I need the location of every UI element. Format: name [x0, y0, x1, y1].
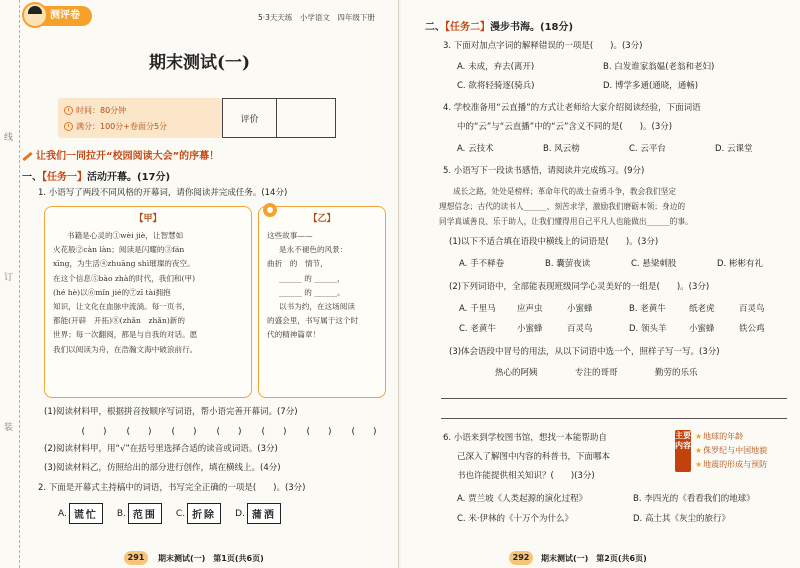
intro-line: 让我们一同拉开“校园阅读大会”的序幕！ — [22, 147, 219, 162]
option-word: 谎忙 — [69, 503, 103, 524]
option-word: 铁公鸡 — [739, 324, 765, 334]
page-footer — [401, 548, 800, 568]
option-a[interactable]: A. 谎忙 — [58, 503, 103, 524]
option-b[interactable]: B. 李四光的《看看我们的地球》 — [633, 494, 755, 504]
option-word: 小蜜蜂 — [517, 324, 543, 334]
star-icon: ★ — [695, 460, 703, 469]
option-word: 范围 — [128, 503, 162, 524]
answer-blank[interactable]: ( ) — [261, 427, 287, 437]
question-3: 3. 下面对加点字词的解释错误的一项是( )。(3分) — [443, 41, 643, 51]
margin-mark: 装 — [4, 423, 14, 433]
footer-text: 期末测试(一) 第1页(共6页) — [158, 554, 264, 563]
option-a[interactable]: A. 云技术 — [457, 144, 494, 154]
word-choice[interactable]: 专注的哥哥 — [575, 368, 618, 378]
right-page — [401, 0, 800, 568]
option-word[interactable]: A. 千里马 — [459, 304, 496, 314]
answer-line[interactable] — [441, 398, 787, 399]
page-footer — [0, 548, 398, 568]
option-c[interactable]: C. 折除 — [176, 503, 221, 524]
evaluation-box — [222, 98, 336, 138]
book-info: 5·3天天练 小学语文 四年级下册 — [258, 13, 375, 22]
option-word: 百灵鸟 — [567, 324, 593, 334]
score-text: 满分：100分+卷面分5分 — [76, 122, 168, 131]
content-tag: 主要内容 — [675, 430, 691, 472]
page-number: 292 — [509, 551, 533, 565]
word-choice[interactable]: 热心的阿姨 — [495, 368, 538, 378]
answer-line[interactable] — [441, 418, 787, 419]
option-d[interactable]: D. 蒲洒 — [235, 503, 281, 524]
star-icon: ★ — [695, 432, 703, 441]
left-page — [0, 0, 399, 568]
option-word: 折除 — [187, 503, 221, 524]
section-2-heading: 二、【任务二】漫步书海。(18分) — [425, 22, 574, 33]
option-word: 小蜜蜂 — [689, 324, 715, 334]
option-b[interactable]: B. 白发谁家翁媪(老翁和老妇) — [603, 62, 715, 72]
question-4-line-1: 4. 学校准备用“云直播”的方式让老师给大家介绍阅读经验，下面词语 — [443, 103, 701, 113]
answer-blanks — [74, 424, 384, 437]
option-a[interactable]: A. 手不释卷 — [459, 259, 505, 269]
option-d[interactable]: D. 彬彬有礼 — [717, 259, 763, 269]
option-word[interactable]: C. 老黄牛 — [459, 324, 496, 334]
sub-question-5-1: (1)以下不适合填在语段中横线上的词语是( )。(3分) — [449, 237, 659, 247]
card-title: 【甲】 — [134, 214, 162, 224]
content-list: ★地球的年龄 ★侏罗纪与中国地貌 ★地震的形成与预防 — [695, 432, 768, 469]
time-text: 时间：80分钟 — [76, 106, 127, 115]
exam-info-box — [58, 98, 222, 138]
option-c[interactable]: C. 米·伊林的《十万个为什么》 — [457, 514, 574, 524]
option-d[interactable]: D. 博学多通(通晓，通畅) — [603, 81, 699, 91]
evaluation-field[interactable] — [277, 99, 335, 137]
passage-card-jia — [44, 206, 252, 398]
option-d[interactable]: D. 高士其《灰尘的旅行》 — [633, 514, 730, 524]
answer-blank[interactable]: ( ) — [81, 427, 107, 437]
word-choice[interactable]: 勤劳的乐乐 — [655, 368, 698, 378]
option-word: 蒲洒 — [247, 503, 281, 524]
answer-blank[interactable]: ( ) — [171, 427, 197, 437]
option-word[interactable]: D. 领头羊 — [629, 324, 667, 334]
pencil-icon — [22, 151, 32, 160]
question-6-line-2: 己深入了解图中内容的科普书，下面哪本 — [457, 452, 611, 462]
answer-blank[interactable]: ( ) — [306, 427, 332, 437]
star-icon: ★ — [695, 446, 703, 455]
card-body: 书籍是心灵的①wèi jiè，让智慧如 火花般②càn làn；阅读是闪耀的③fán xīng，为生活④zhuāng shì璀璨的夜空。 在这个信息⑤bào zhà的时代，我们和(甲) (hé hè)以⑥mǐn jié的⑦zī tài拥抱 知识，让文化在血脉中流淌。每一页书， 都能(开辟 开拓)⑧(zhǎn zhǎn)新的 世界；每一次翻阅，都是与自我的对话。愿 我们以阅读为舟，在浩瀚文海中破浪前行。 — [53, 231, 198, 354]
check-icon — [64, 122, 73, 131]
option-c[interactable]: C. 云平台 — [629, 144, 666, 154]
page-title: 期末测试(一) — [148, 53, 251, 73]
answer-blank[interactable]: ( ) — [351, 427, 377, 437]
passage-card-yi — [258, 206, 386, 398]
option-a[interactable]: A. 贾兰坡《人类起源的演化过程》 — [457, 494, 588, 504]
reading-passage: 成长之路，处处是榜样；革命年代的战士奋勇斗争，教会我们坚定 理想信念；古代的读书人______、刻苦求学，激励我们磨砺本领；身边的 同学真诚善良、乐于助人，让我们懂得用自己平凡人也能做出______的事。 — [439, 187, 693, 226]
margin-mark: 线 — [4, 133, 14, 143]
cartoon-face-icon — [22, 2, 48, 28]
option-word[interactable]: B. 老黄牛 — [629, 304, 666, 314]
question-2-options — [58, 503, 281, 524]
sub-question-2: (2)阅读材料甲，用“√”在括号里选择合适的读音或词语。(3分) — [44, 444, 278, 454]
margin-mark: 订 — [4, 273, 14, 283]
card-title: 【乙】 — [308, 214, 336, 224]
card-body: 这些故事—— 是永不褪色的风景： 曲折 的 情节， ______ 的 ______， ______ 的 ______。 以书为约，在这场阅读 的盛会里，书写属于这个时 代的精神篇章！ — [267, 231, 359, 340]
test-badge — [26, 6, 92, 26]
sub-question-5-2: (2)下列词语中，全部能表现班级同学心灵美好的一组是( )。(3分) — [449, 282, 710, 292]
answer-blank[interactable]: ( ) — [126, 427, 152, 437]
option-word: 百灵鸟 — [739, 304, 765, 314]
clock-icon — [64, 106, 73, 115]
footer-text: 期末测试(一) 第2页(共6页) — [541, 554, 647, 563]
sub-question-3: (3)阅读材料乙，仿照给出的部分进行创作，填在横线上。(4分) — [44, 463, 281, 473]
binding-margin — [0, 0, 20, 568]
option-c[interactable]: C. 悬梁刺股 — [631, 259, 677, 269]
option-b[interactable]: B. 范围 — [117, 503, 162, 524]
question-5: 5. 小语写下一段读书感悟，请阅读并完成练习。(9分) — [443, 166, 645, 176]
option-word: 小蜜蜂 — [567, 304, 593, 314]
question-4-line-2: 中的“云”与“云直播”中的“云”含义不同的是( )。(3分) — [457, 122, 673, 132]
question-1: 1. 小语写了两段不同风格的开幕词，请你阅读并完成任务。(14分) — [38, 188, 288, 198]
question-6-line-1: 6. 小语来到学校图书馆，想找一本能帮助自 — [443, 433, 607, 443]
option-word: 应声虫 — [517, 304, 543, 314]
answer-blank[interactable]: ( ) — [216, 427, 242, 437]
option-a[interactable]: A. 未成，弃去(离开) — [457, 62, 535, 72]
option-b[interactable]: B. 囊萤夜读 — [545, 259, 591, 269]
question-2: 2. 下面是开幕式主持稿中的词语，书写完全正确的一项是( )。(3分) — [38, 483, 306, 493]
sub-question-5-3: (3)体会语段中冒号的用法，从以下词语中选一个，照样子写一写。(3分) — [449, 347, 720, 357]
page-number: 291 — [124, 551, 148, 565]
option-word: 纸老虎 — [689, 304, 715, 314]
option-b[interactable]: B. 风云榜 — [543, 144, 580, 154]
question-6-line-3: 书也许能提供相关知识？( )(3分) — [457, 471, 595, 481]
evaluation-label: 评价 — [223, 99, 277, 137]
section-1-heading: 一、【任务一】活动开幕。(17分) — [22, 172, 171, 183]
option-d[interactable]: D. 云课堂 — [715, 144, 753, 154]
sub-question-1: (1)阅读材料甲，根据拼音按顺序写词语，帮小语完善开幕词。(7分) — [44, 407, 298, 417]
option-c[interactable]: C. 欲将轻骑逐(骑兵) — [457, 81, 535, 91]
badge-label: 测评卷 — [50, 10, 80, 21]
